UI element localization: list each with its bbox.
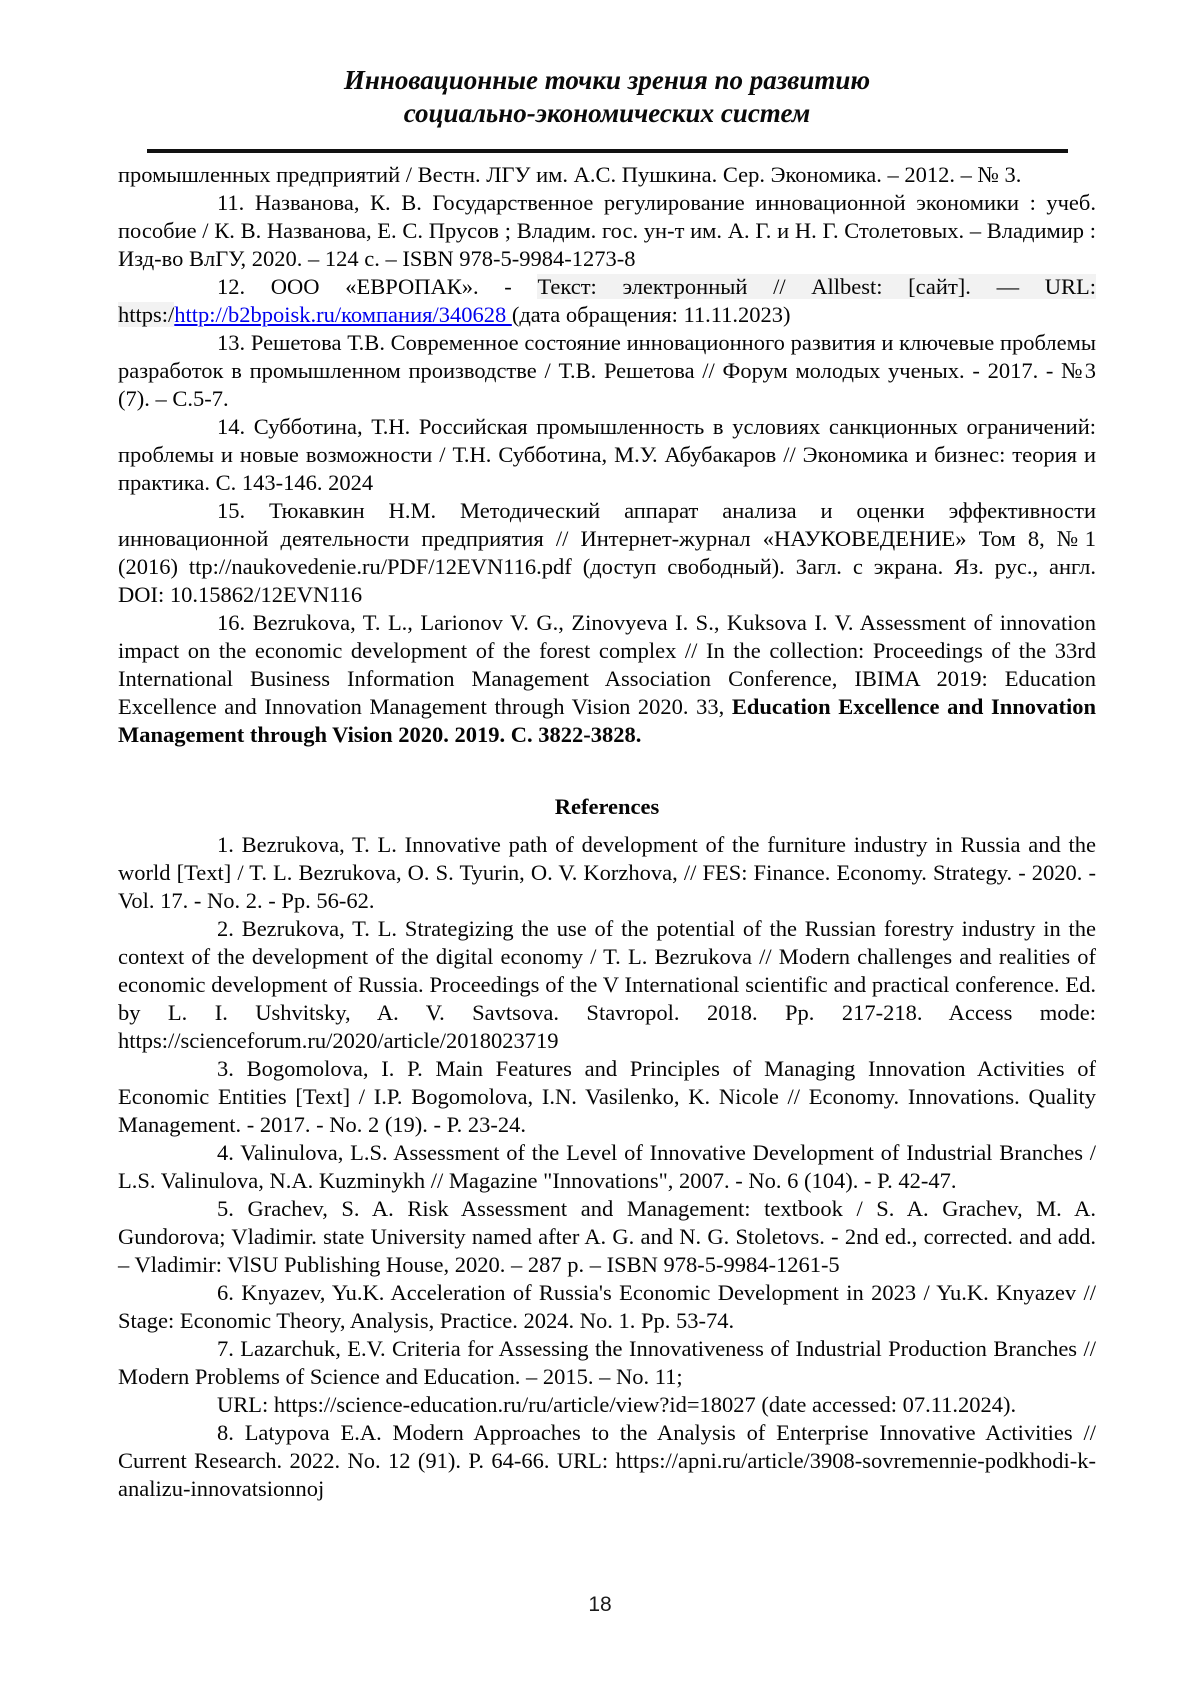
reference-item [118,1195,1096,1279]
text-segment: 12. ООО «ЕВРОПАК». - [217,274,538,299]
text-segment: 11. Названова, К. В. Государственное регулирование инновационной экономики : учеб. пособие / К. В. Названова, Е. С. Прусов ; Владим. гос. ун-т им. А. Г. и Н. Г. Столетовых. – Владимир : Изд-во ВлГУ, 2020. – 124 с. – ISBN 978-5-9984-1273-8 [118,190,1096,271]
header-rule [147,149,1068,153]
references-section [118,831,1096,1503]
page-number: 18 [588,1593,612,1616]
text-segment: (дата обращения: 11.11.2023) [511,302,791,327]
text-segment: 13. Решетова Т.В. Современное состояние инновационного развития и ключевые проблемы разработок в промышленном производстве / Т.В. Решетова // Форум молодых ученых. - 2017. - №3 (7). – С.5-7. [118,330,1096,411]
bibliography-section [118,161,1096,749]
reference-item [118,1335,1096,1391]
text-segment: Education Excellence and Innovation Management through Vision 2020. 2019. С. 3822-3828. [118,694,1096,747]
text-segment: 14. Субботина, Т.Н. Российская промышленность в условиях санкционных ограничений: проблемы и новые возможности / Т.Н. Субботина, М.У. Абубакаров // Экономика и бизнес: теория и практика. С. 143-146. 2024 [118,414,1096,495]
reference-item [118,831,1096,915]
running-header-line1: Инновационные точки зрения по развитию [343,65,871,95]
bibliography-item [118,329,1096,413]
text-segment: 8. Latypova E.A. Modern Approaches to the Analysis of Enterprise Innovative Activities // Current Research. 2022. No. 12 (91). P. 64-66. URL: https://apni.ru/article/3908-sovremennie-podkhodi-k-analizu-innovatsionnoj [118,1420,1096,1501]
reference-item [118,1419,1096,1503]
reference-item [118,1139,1096,1195]
bibliography-item [118,497,1096,609]
text-segment: 5. Grachev, S. A. Risk Assessment and Management: textbook / S. A. Grachev, M. A. Gundorova; Vladimir. state University named after A. G. and N. G. Stoletovs. - 2nd ed., corrected. and add. – Vladimir: VlSU Publishing House, 2020. – 287 p. – ISBN 978-5-9984-1261-5 [118,1196,1096,1277]
text-segment: 7. Lazarchuk, E.V. Criteria for Assessing the Innovativeness of Industrial Production Branches // Modern Problems of Science and Education. – 2015. – No. 11; [118,1336,1096,1389]
text-segment: 4. Valinulova, L.S. Assessment of the Level of Innovative Development of Industrial Branches / L.S. Valinulova, N.A. Kuzminykh // Magazine "Innovations", 2007. - No. 6 (104). - P. 42-47. [118,1140,1096,1193]
bibliography-item [118,413,1096,497]
reference-item [118,1279,1096,1335]
reference-item [118,1391,1096,1419]
text-segment: Текст: электронный // Allbest: [сайт]. — URL: https:/ [118,274,1096,327]
reference-hyperlink[interactable]: http://b2bpoisk.ru/компания/340628 [174,302,512,327]
text-segment: промышленных предприятий / Вестн. ЛГУ им. А.С. Пушкина. Сер. Экономика. – 2012. – № 3. [118,162,1022,187]
text-segment: 15. Тюкавкин Н.М. Методический аппарат анализа и оценки эффективности инновационной деятельности предприятия // Интернет-журнал «НАУКОВЕДЕНИЕ» Том 8, №1 (2016) ttp://naukovedenie.ru/PDF/12EVN116.pdf (доступ свободный). Загл. с экрана. Яз. рус., англ. DOI: 10.15862/12EVN116 [118,498,1096,607]
bibliography-item [118,189,1096,273]
text-segment: 2. Bezrukova, T. L. Strategizing the use of the potential of the Russian forestry industry in the context of the development of the digital economy / T. L. Bezrukova // Modern challenges and realities of economic development of Russia. Proceedings of the V International scientific and practical conference. Ed. by L. I. Ushvitsky, A. V. Savtsova. Stavropol. 2018. Pp. 217-218. Access mode: https://scienceforum.ru/2020/article/2018023719 [118,916,1096,1053]
text-segment: URL: https://science-education.ru/ru/article/view?id=18027 (date accessed: 07.11.2024). [217,1392,1017,1417]
running-header [118,64,1096,130]
references-heading: References [554,794,660,819]
text-segment: 6. Knyazev, Yu.K. Acceleration of Russia's Economic Development in 2023 / Yu.K. Knyazev // Stage: Economic Theory, Analysis, Practice. 2024. No. 1. Pp. 53-74. [118,1280,1096,1333]
text-segment: 1. Bezrukova, T. L. Innovative path of development of the furniture industry in Russia and the world [Text] / T. L. Bezrukova, O. S. Tyurin, O. V. Korzhova, // FES: Finance. Economy. Strategy. - 2020. - Vol. 17. - No. 2. - Pp. 56-62. [118,832,1096,913]
bibliography-item [118,609,1096,749]
running-header-line2: социально-экономических систем [403,98,811,128]
bibliography-item [118,161,1096,189]
text-segment: 16. Bezrukova, T. L., Larionov V. G., Zinovyeva I. S., Kuksova I. V. Assessment of innovation impact on the economic development of the forest complex // In the collection: Proceedings of the 33rd International Business Information Management Association Conference, IBIMA 2019: Education Excellence and Innovation Management through Vision 2020. 33, [118,610,1096,719]
reference-item [118,915,1096,1055]
text-segment: 3. Bogomolova, I. P. Main Features and Principles of Managing Innovation Activities of Economic Entities [Text] / I.P. Bogomolova, I.N. Vasilenko, K. Nicole // Economy. Innovations. Quality Management. - 2017. - No. 2 (19). - P. 23-24. [118,1056,1096,1137]
reference-item [118,1055,1096,1139]
bibliography-item [118,273,1096,329]
